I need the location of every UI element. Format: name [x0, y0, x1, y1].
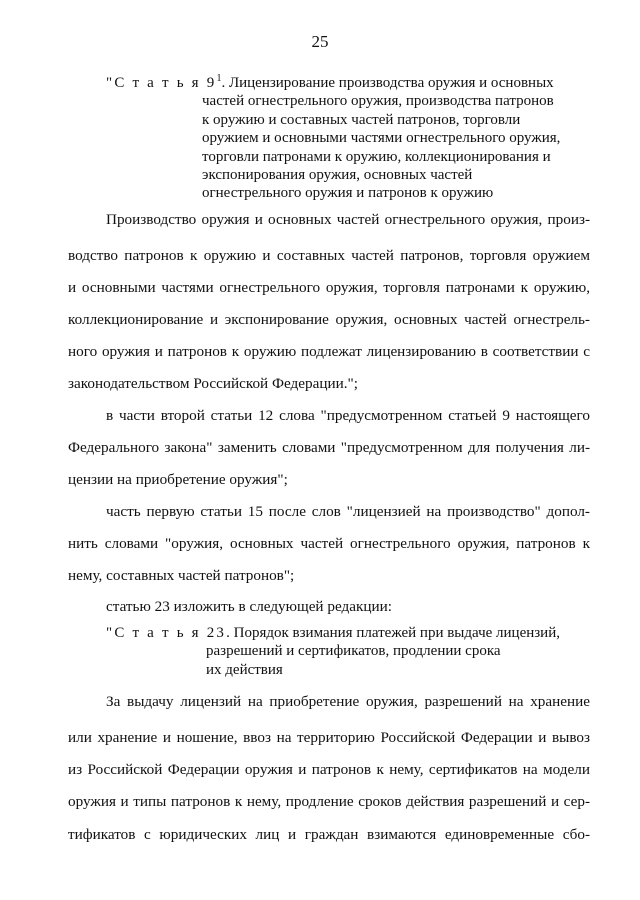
- paragraph-3-line-3: нему, составных частей патронов";: [68, 567, 295, 584]
- article-23-heading-line-2: разрешений и сертификатов, продлении срока: [206, 643, 501, 660]
- article-9-1-heading-line-4: оружием и основными частями огнестрельного оружия,: [202, 130, 561, 147]
- paragraph-5-line-1: За выдачу лицензий на приобретение оружия, разрешений на хранение: [106, 693, 590, 710]
- paragraph-1-line-6: законодательством Российской Федерации.";: [68, 375, 358, 392]
- paragraph-2-line-3: цензии на приобретение оружия";: [68, 471, 288, 488]
- paragraph-5-line-3: из Российской Федерации оружия и патронов к нему, сертификатов на модели: [68, 761, 590, 778]
- article-23-heading-line-3: их действия: [206, 661, 283, 678]
- article-9-1-superscript: 1: [216, 73, 222, 84]
- article-23-title-part: . Порядок взимания платежей при выдаче лицензий,: [226, 625, 560, 641]
- article-9-1-heading-line-3: к оружию и составных частей патронов, торговли: [202, 111, 521, 128]
- article-9-1-heading: [106, 70, 560, 203]
- article-9-1-title-part: . Лицензирование производства оружия и основных: [221, 75, 554, 91]
- paragraph-1-line-1: Производство оружия и основных частей огнестрельного оружия, произ-: [106, 211, 590, 228]
- article-9-1-heading-line-7: огнестрельного оружия и патронов к оружию: [202, 185, 494, 202]
- article-9-1-prefix: "С т а т ь я 9: [106, 75, 217, 91]
- page-number: 25: [311, 32, 329, 51]
- paragraph-1-line-4: коллекционирование и экспонирование оружия, основных частей огнестрель-: [68, 311, 590, 328]
- paragraph-3-line-1: часть первую статьи 15 после слов "лицензией на производство" допол-: [106, 503, 590, 520]
- article-23-heading: [106, 624, 560, 679]
- article-9-1-heading-line-5: торговли патронами к оружию, коллекционирования и: [202, 148, 551, 165]
- paragraph-4-line-1: статью 23 изложить в следующей редакции:: [106, 598, 392, 615]
- article-9-1-heading-line-6: экспонирования оружия, основных частей: [202, 167, 473, 184]
- article-9-1-heading-line-2: частей огнестрельного оружия, производства патронов: [202, 93, 554, 110]
- paragraph-5-line-5: тификатов с юридических лиц и граждан взимаются единовременные сбо-: [68, 826, 590, 843]
- article-23-prefix: "С т а т ь я 23: [106, 625, 227, 641]
- paragraph-2-line-1: в части второй статьи 12 слова "предусмотренном статьей 9 настоящего: [106, 407, 590, 424]
- article-9-1-heading-line-1: [106, 70, 560, 92]
- paragraph-5-line-2: или хранение и ношение, ввоз на территорию Российской Федерации и вывоз: [68, 729, 590, 746]
- paragraph-1-line-2: водство патронов к оружию и составных частей патронов, торговля оружием: [68, 247, 590, 264]
- paragraph-1-line-3: и основными частями огнестрельного оружия, торговля патронами к оружию,: [68, 279, 590, 296]
- paragraph-3-line-2: нить словами "оружия, основных частей огнестрельного оружия, патронов к: [68, 535, 590, 552]
- paragraph-5-line-4: оружия и типы патронов к нему, продление сроков действия разрешений и сер-: [68, 793, 590, 810]
- paragraph-2-line-2: Федерального закона" заменить словами "предусмотренном для получения ли-: [68, 439, 590, 456]
- article-23-heading-line-1: [106, 624, 560, 642]
- paragraph-1-line-5: ного оружия и патронов к оружию подлежат лицензированию в соответствии с: [68, 343, 590, 360]
